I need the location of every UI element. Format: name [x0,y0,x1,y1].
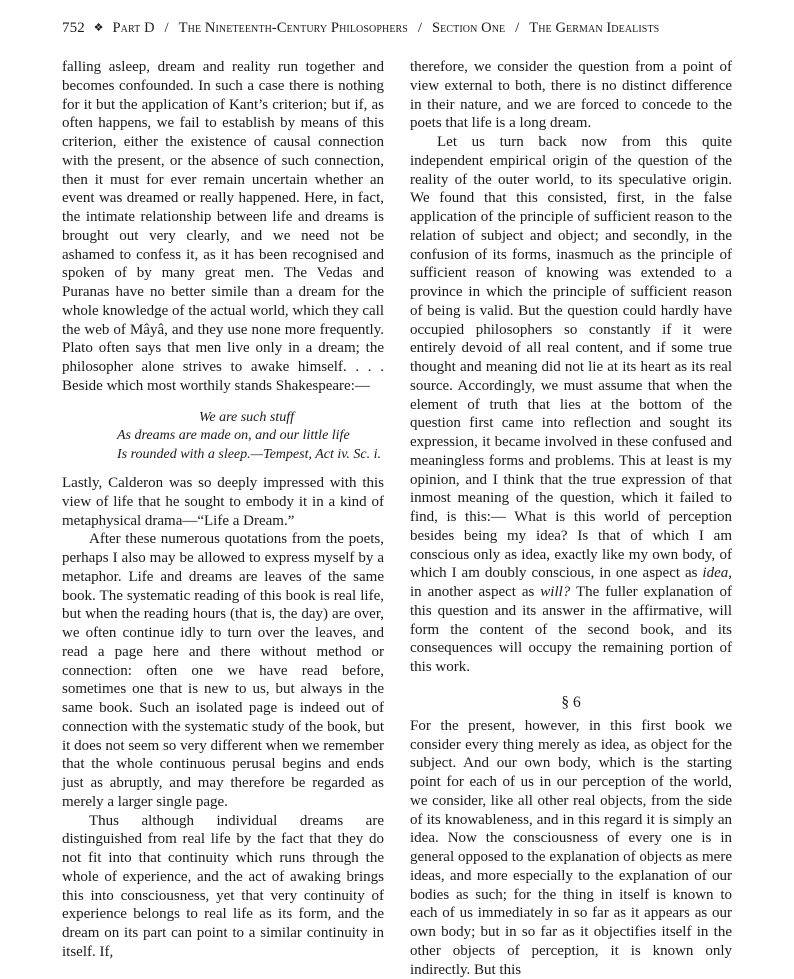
paragraph: For the present, however, in this first book we consider every thing merely as idea, as object for the subject. And our own body, which is the starting point for each of us in our perception of the world, we consider, like all other real objects, from the side of its knowableness, and in this regard it is simply an idea. Now the consciousness of every one is in general opposed to the explanation of objects as mere ideas, and more especially to the explanation of our bodies as such; for the thing in itself is known to each of us immediately in so far as it appears as our own body; but in so far as it objectifies itself in the other objects of perception, it is known only indirectly. But this [410,717,732,978]
emphasis-will: will? [540,584,571,600]
left-column [62,58,384,962]
section-heading: § 6 [561,693,581,711]
paragraph-text: The fuller explanation of this question and its answer in the affirmative, will form the content of the second book, and its consequences will occupy the remaining portion of this work. [410,584,732,675]
verse-quotation [117,409,384,465]
paragraph: Lastly, Calderon was so deeply impressed with this view of life that he sought to embody it in a kind of metaphysical drama—“Life a Dream.” [62,475,384,529]
ornament-icon: ❖ [93,22,104,34]
running-header [62,18,742,38]
paragraph [410,133,732,677]
paragraph: falling asleep, dream and reality run together and becomes confounded. In such a case there is nothing for it but the application of Kant’s criterion; but if, as often happens, we fail to establish by means of this criterion, either the existence of causal connection with the present, or the absence of such connection, then it must for ever remain uncertain whether an event was dreamed or really happened. Here, in fact, the intimate relationship between life and dreams is brought out very clearly, and we need not be ashamed to confess it, as it has been recognised and spoken of by many great men. The Vedas and Puranas have no better simile than a dream for the whole knowledge of the actual world, which they call the web of Mâyâ, and they use none more frequently. Plato often says that men live only in a dream; the philosopher alone strives to awake himself. . . . Beside which most worthily stands Shakespeare:— [62,59,384,394]
paragraph: Thus although individual dreams are distinguished from real life by the fact that they do not fit into that continuity which runs through the whole of experience, and the act of awaking brings this into consciousness, yet that very continuity of experience belongs to real life as its form, and the dream on its part can point to a similar continuity in itself. If, [62,812,384,960]
paragraph: therefore, we consider the question from a point of view external to both, there is no distinct difference in their nature, and we are forced to concede to the poets that life is a long dream. [410,59,732,132]
paragraph: After these numerous quotations from the poets, perhaps I also may be allowed to express myself by a metaphor. Life and dreams are leaves of the same book. The systematic reading of this book is real life, but when the reading hours (that is, the day) are over, we often continue idly to turn over the leaves, and read a page here and there without method or connection: often one we have read before, sometimes one that is new to us, but always in the same book. Such an isolated page is indeed out of connection with the systematic study of the book, but it does not seem so very different when we remember that the whole continuous perusal begins and ends just as abruptly, and may therefore be regarded as merely a larger single page. [62,531,384,810]
header-slash-1: / [164,20,169,36]
verse-line: As dreams are made on, and our little life [117,428,350,443]
verse-line: We are such stuff [199,409,295,425]
paragraph-text: , in another aspect as [410,565,732,600]
right-column [410,58,732,979]
header-section: Section One [431,20,506,36]
header-slash-3: / [515,20,520,36]
emphasis-idea: idea [702,565,729,582]
header-slash-2: / [417,20,423,36]
header-subsection: The German Idealists [529,20,660,36]
page-number: 752 [62,20,85,36]
paragraph-text: Let us turn back now from this quite independent empirical origin of the question of the reality of the outer world, to its speculative origin. We found that this consisted, first, in the false application of the principle of sufficient reason to the relation of subject and object; and secondly, in the confusion of its forms, inasmuch as the principle of sufficient reason of knowing was extended to a province in which the principle of sufficient reason of being is valid. But the question could hardly have occupied philosophers so constantly if it were entirely devoid of all real content, and if some true thought and meaning did not lie at its heart as its real source. Accordingly, we must assume that when the element of truth that lies at the bottom of the question first came into reflection and sought its expression, it became involved in these confused and meaningless forms and problems. This at least is my opinion, and I think that the true expression of that inmost meaning of the question, which it failed to find, is this:— What is this world of perception besides being my idea? Is that of which I am conscious only as idea, exactly like my own body, of which I am doubly conscious, in one aspect as [410,134,732,582]
header-part: Part D [112,20,155,36]
verse-line: Is rounded with a sleep.—Tempest, Act iv. Sc. i. [117,446,382,462]
header-title: The Nineteenth-Century Philosophers [178,20,408,36]
